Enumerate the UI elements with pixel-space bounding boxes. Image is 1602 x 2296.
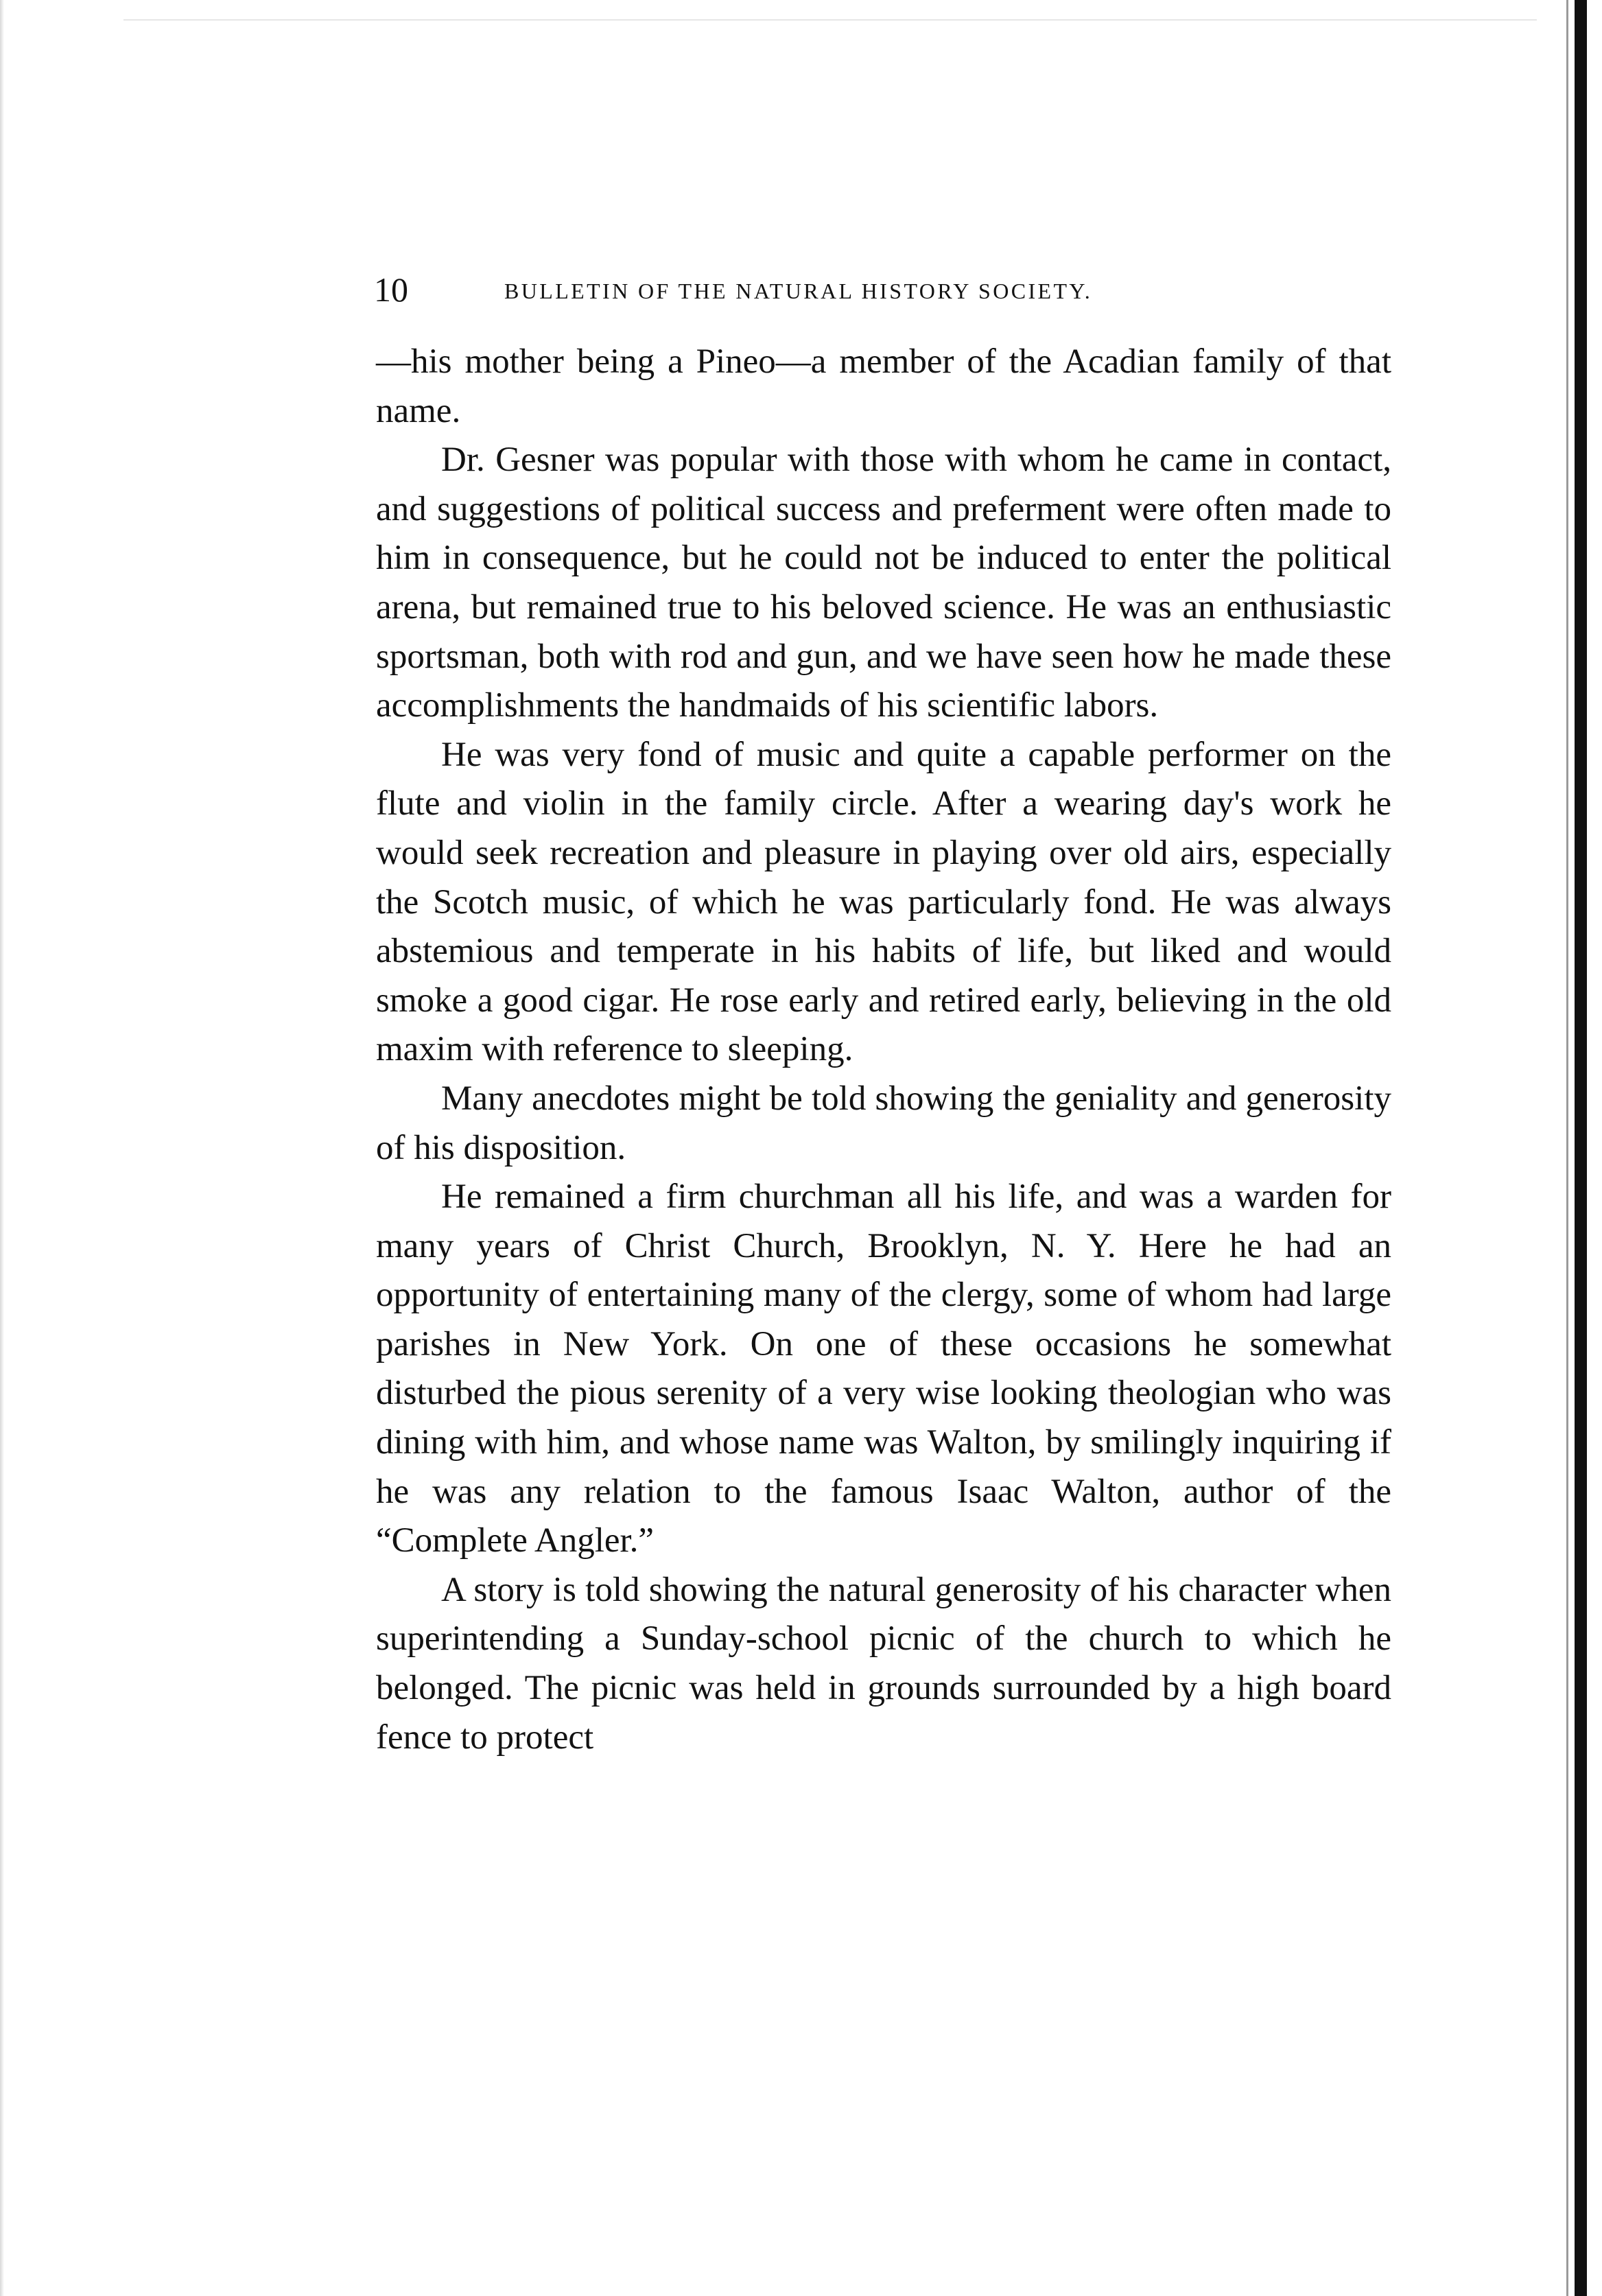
paragraph-3: He was very fond of music and quite a capable performer on the flute and violin in the family circle. After a wearing day's work he would seek recreation and pleasure in playing over old airs, especially the Scotch music, of which he was particularly fond. He was always abstemious and temperate in his habits of life, but liked and would smoke a good cigar. He rose early and retired early, believing in the old maxim with reference to sleeping. <box>376 735 1391 1069</box>
page-header <box>374 269 1403 317</box>
paragraph-2: Dr. Gesner was popular with those with whom he came in contact, and suggestions of political success and preferment were often made to him in consequence, but he could not be induced to enter the political arena, but remained true to his beloved science. He was an enthusiastic sportsman, both with rod and gun, and we have seen how he made these accomplishments the handmaids of his scientific labors. <box>376 441 1391 725</box>
paragraph-1: —his mother being a Pineo—a member of the Acadian family of that name. <box>376 342 1391 430</box>
page-right-border <box>1575 0 1587 2296</box>
paragraph-5: He remained a firm churchman all his life, and was a warden for many years of Christ Church, Brooklyn, N. Y. Here he had an opportunity of entertaining many of the clergy, some of whom had large parishes in New York. On one of these occasions he somewhat disturbed the pious serenity of a very wise looking theologian who was dining with him, and whose name was Walton, by smilingly inquiring if he was any relation to the famous Isaac Walton, author of the “Complete Angler.” <box>376 1178 1391 1560</box>
page-number: 10 <box>374 270 408 309</box>
paragraph-4: Many anecdotes might be told showing the geniality and generosity of his disposition. <box>376 1079 1391 1167</box>
running-head: BULLETIN OF THE NATURAL HISTORY SOCIETY. <box>504 279 1093 303</box>
paragraph-6: A story is told showing the natural generosity of his character when superintending a Sunday-school picnic of the church to which he belonged. The picnic was held in grounds surrounded by a high board fence to protect <box>376 1570 1391 1757</box>
page-left-edge <box>0 0 4 2296</box>
page-top-shadow <box>123 19 1537 21</box>
body-text <box>376 338 1391 1762</box>
page-gutter-line <box>1566 0 1568 2296</box>
